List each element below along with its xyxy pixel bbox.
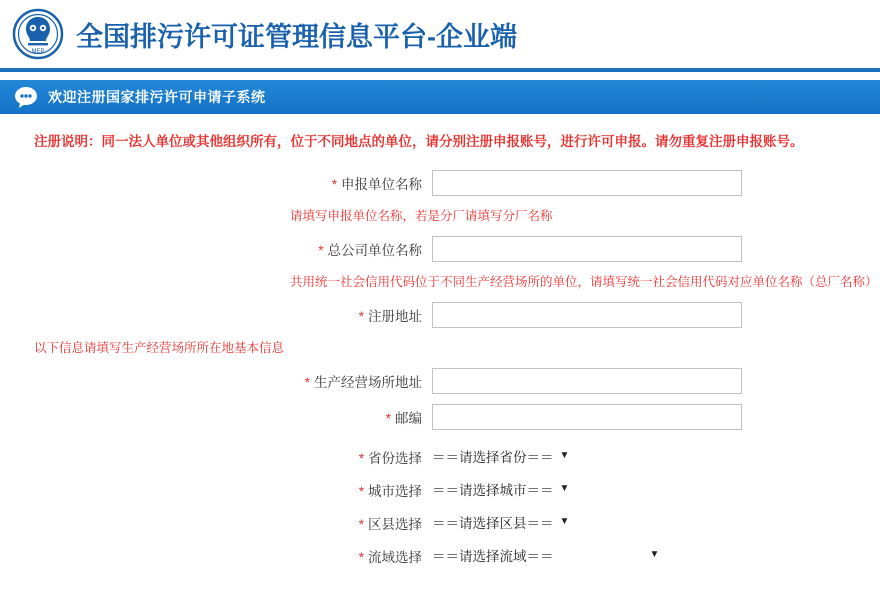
watershed-select-value: ＝＝请选择流域＝＝ [432,549,554,564]
label-text: 邮编 [395,411,422,426]
field-province-select [432,446,880,467]
chevron-down-icon: ▼ [649,549,660,560]
label-text: 生产经营场所地址 [314,375,422,390]
chevron-down-icon: ▼ [559,483,570,494]
field-city-select [432,479,880,500]
field-registered-address [432,302,880,328]
registered-address-input[interactable] [432,302,742,328]
form-row-city-select [0,479,880,500]
app-header [0,0,880,68]
label-postal-code [0,407,432,427]
welcome-bar [0,80,880,114]
form-row-registered-address [0,302,880,328]
label-city-select [0,480,432,500]
hint-production-site-info: 以下信息请填写生产经营场所所在地基本信息 [34,341,285,355]
field-declaring-unit-name [432,170,880,196]
hint-declaring-unit-name: 请填写申报单位名称，若是分厂请填写分厂名称 [290,209,553,223]
label-text: 城市选择 [368,483,422,499]
district-select[interactable] [432,512,569,532]
head-office-name-input[interactable] [432,236,742,262]
label-declaring-unit-name [0,173,432,193]
province-select[interactable] [432,446,569,466]
app-title: 全国排污许可证管理信息平台-企业端 [76,21,517,52]
label-text: 申报单位名称 [341,177,422,192]
required-marker: * [358,450,364,466]
registration-notice: 注册说明：同一法人单位或其他组织所有，位于不同地点的单位，请分别注册申报账号，进行许可申报。请勿重复注册申报账号。 [34,134,804,149]
form-row-declaring-unit-name [0,170,880,196]
declaring-unit-name-input[interactable] [432,170,742,196]
mep-emblem-logo [12,8,64,60]
label-watershed-select [0,546,432,566]
field-postal-code [432,404,880,430]
registration-form [0,156,880,582]
required-marker: * [331,177,337,192]
district-select-value: ＝＝请选择区县＝＝ [432,516,554,531]
city-select-value: ＝＝请选择城市＝＝ [432,483,554,498]
required-marker: * [358,516,364,532]
production-address-input[interactable] [432,368,742,394]
form-row-district-select [0,512,880,533]
required-marker: * [358,309,364,324]
form-row-production-address [0,368,880,394]
label-province-select [0,447,432,467]
postal-code-input[interactable] [432,404,742,430]
form-row-watershed-select [0,545,880,566]
field-head-office-name [432,236,880,262]
header-spacer [0,72,880,80]
welcome-bar-label: 欢迎注册国家排污许可申请子系统 [48,89,266,105]
form-row-head-office-name [0,236,880,262]
form-row-postal-code [0,404,880,430]
chevron-down-icon: ▼ [559,450,570,461]
province-select-value: ＝＝请选择省份＝＝ [432,450,554,465]
watershed-select[interactable] [432,545,659,565]
label-text: 省份选择 [368,450,422,466]
label-text: 区县选择 [368,516,422,532]
label-district-select [0,513,432,533]
chevron-down-icon: ▼ [559,516,570,527]
form-bottom-spacer [0,576,880,582]
label-production-address [0,371,432,391]
required-marker: * [385,411,391,426]
chat-bubble-icon [14,86,38,108]
label-text: 注册地址 [368,309,422,324]
hint-head-office-name: 共用统一社会信用代码位于不同生产经营场所的单位，请填写统一社会信用代码对应单位名称（总厂名称） [290,275,878,289]
label-head-office-name [0,239,432,259]
field-district-select [432,512,880,533]
label-text: 流域选择 [368,549,422,565]
required-marker: * [304,375,310,390]
city-select[interactable] [432,479,569,499]
field-production-address [432,368,880,394]
required-marker: * [358,549,364,565]
svg-text:MEP: MEP [31,49,45,55]
form-row-province-select [0,446,880,467]
field-watershed-select [432,545,880,566]
label-registered-address [0,305,432,325]
label-text: 总公司单位名称 [327,243,422,258]
required-marker: * [318,243,324,258]
required-marker: * [358,483,364,499]
